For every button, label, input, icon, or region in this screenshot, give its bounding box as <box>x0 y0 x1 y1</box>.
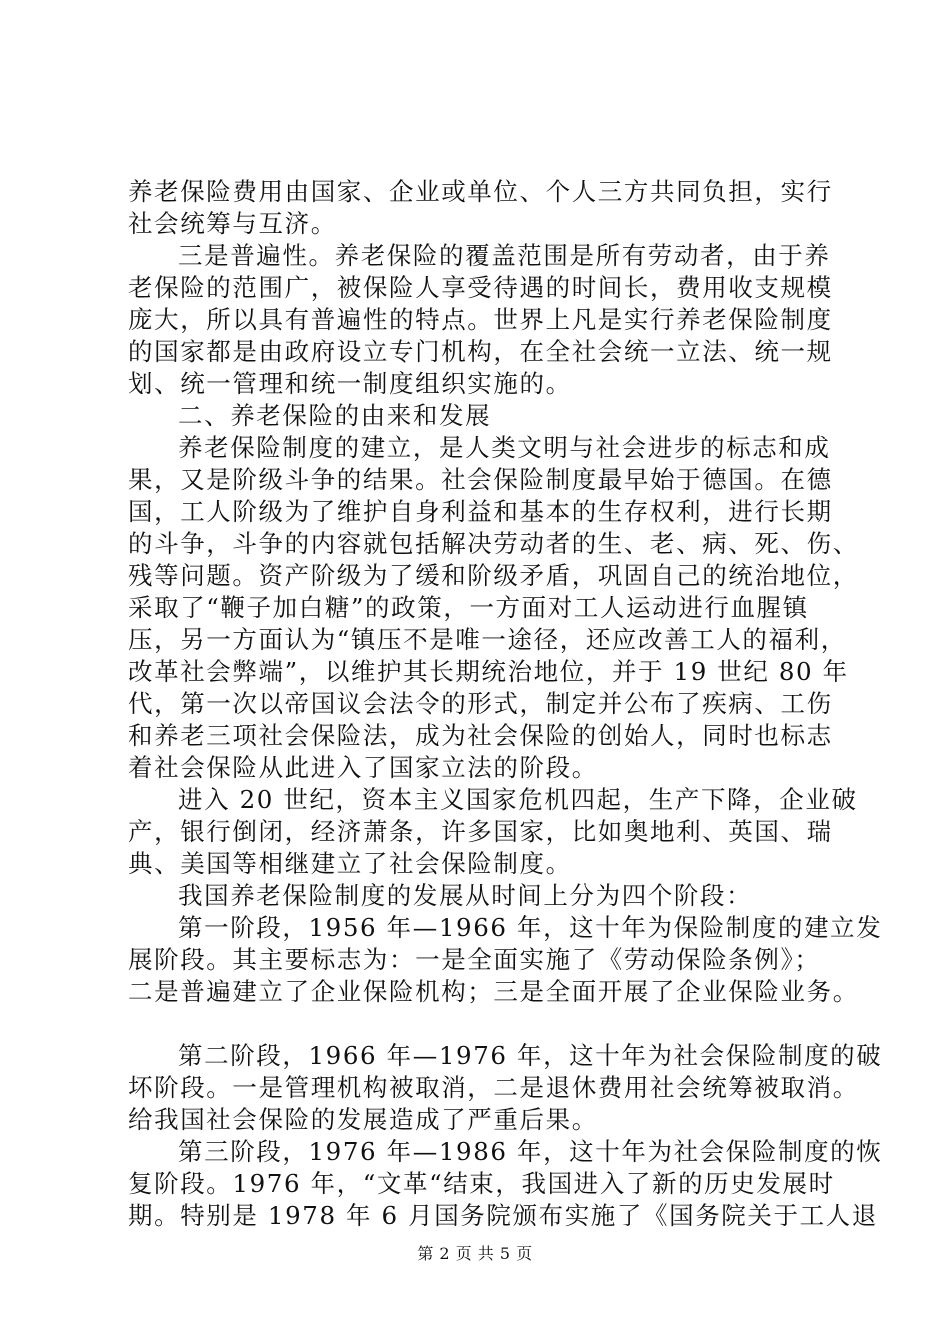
text-line: 划、统一管理和统一制度组织实施的。 <box>128 369 572 398</box>
paragraph <box>128 784 858 880</box>
paragraph <box>128 176 833 240</box>
text-line: 果，又是阶级斗争的结果。社会保险制度最早始于德国。在德 <box>128 465 833 494</box>
text-line: 改革社会弊端”，以维护其长期统治地位，并于 19 世纪 80 年 <box>128 657 849 686</box>
text-line: 采取了“鞭子加白糖”的政策，一方面对工人运动进行血腥镇 <box>128 593 809 622</box>
paragraph <box>128 400 828 432</box>
paragraph-gap <box>128 1008 828 1040</box>
text-line: 压，另一方面认为“镇压不是唯一途径，还应改善工人的福利， <box>128 625 847 654</box>
text-line: 和养老三项社会保险法，成为社会保险的创始人，同时也标志 <box>128 721 833 750</box>
text-line: 庞大，所以具有普遍性的特点。世界上凡是实行养老保险制度 <box>128 305 833 334</box>
text-line: 坏阶段。一是管理机构被取消，二是退休费用社会统筹被取消。 <box>128 1073 859 1102</box>
text-line: 养老保险费用由国家、企业或单位、个人三方共同负担，实行 <box>128 177 833 206</box>
text-line: 给我国社会保险的发展造成了严重后果。 <box>128 1105 598 1134</box>
paragraph <box>128 880 828 912</box>
text-line: 的斗争，斗争的内容就包括解决劳动者的生、老、病、死、伤、 <box>128 529 859 558</box>
text-line: 养老保险制度的建立，是人类文明与社会进步的标志和成 <box>178 433 831 462</box>
text-line: 残等问题。资产阶级为了缓和阶级矛盾，巩固自己的统治地位， <box>128 561 859 590</box>
text-line: 展阶段。其主要标志为：一是全面实施了《劳动保险条例》； <box>128 945 821 974</box>
text-line: 我国养老保险制度的发展从时间上分为四个阶段： <box>178 881 753 910</box>
text-line: 期。特别是 1978 年 6 月国务院颁布实施了《国务院关于工人退 <box>128 1201 878 1230</box>
paragraph <box>128 912 883 1008</box>
text-line: 着社会保险从此进入了国家立法的阶段。 <box>128 753 598 782</box>
text-line: 第三阶段，1976 年—1986 年，这十年为社会保险制度的恢 <box>178 1137 883 1166</box>
text-line: 国，工人阶级为了维护自身利益和基本的生存权利，进行长期 <box>128 497 833 526</box>
text-line: 三是普遍性。养老保险的覆盖范围是所有劳动者，由于养 <box>178 241 831 270</box>
text-line: 二、养老保险的由来和发展 <box>178 401 492 430</box>
paragraph <box>128 1040 883 1136</box>
paragraph <box>128 1136 883 1232</box>
page-footer: 第 2 页 共 5 页 <box>417 1244 533 1263</box>
document-body <box>128 176 883 1232</box>
text-line: 产，银行倒闭，经济萧条，许多国家，比如奥地利、英国、瑞 <box>128 817 833 846</box>
text-line: 的国家都是由政府设立专门机构，在全社会统一立法、统一规 <box>128 337 833 366</box>
text-line: 第一阶段，1956 年—1966 年，这十年为保险制度的建立发 <box>178 913 883 942</box>
text-line: 代，第一次以帝国议会法令的形式，制定并公布了疾病、工伤 <box>128 689 833 718</box>
paragraph <box>128 432 859 784</box>
text-line: 复阶段。1976 年，“文革“结束，我国进入了新的历史发展时 <box>128 1169 835 1198</box>
text-line: 进入 20 世纪，资本主义国家危机四起，生产下降，企业破 <box>178 785 858 814</box>
text-line: 典、美国等相继建立了社会保险制度。 <box>128 849 572 878</box>
paragraph <box>128 240 833 400</box>
text-line: 二是普遍建立了企业保险机构；三是全面开展了企业保险业务。 <box>128 977 859 1006</box>
text-line: 老保险的范围广，被保险人享受待遇的时间长，费用收支规模 <box>128 273 833 302</box>
text-line: 第二阶段，1966 年—1976 年，这十年为社会保险制度的破 <box>178 1041 883 1070</box>
text-line: 社会统筹与互济。 <box>128 209 337 238</box>
